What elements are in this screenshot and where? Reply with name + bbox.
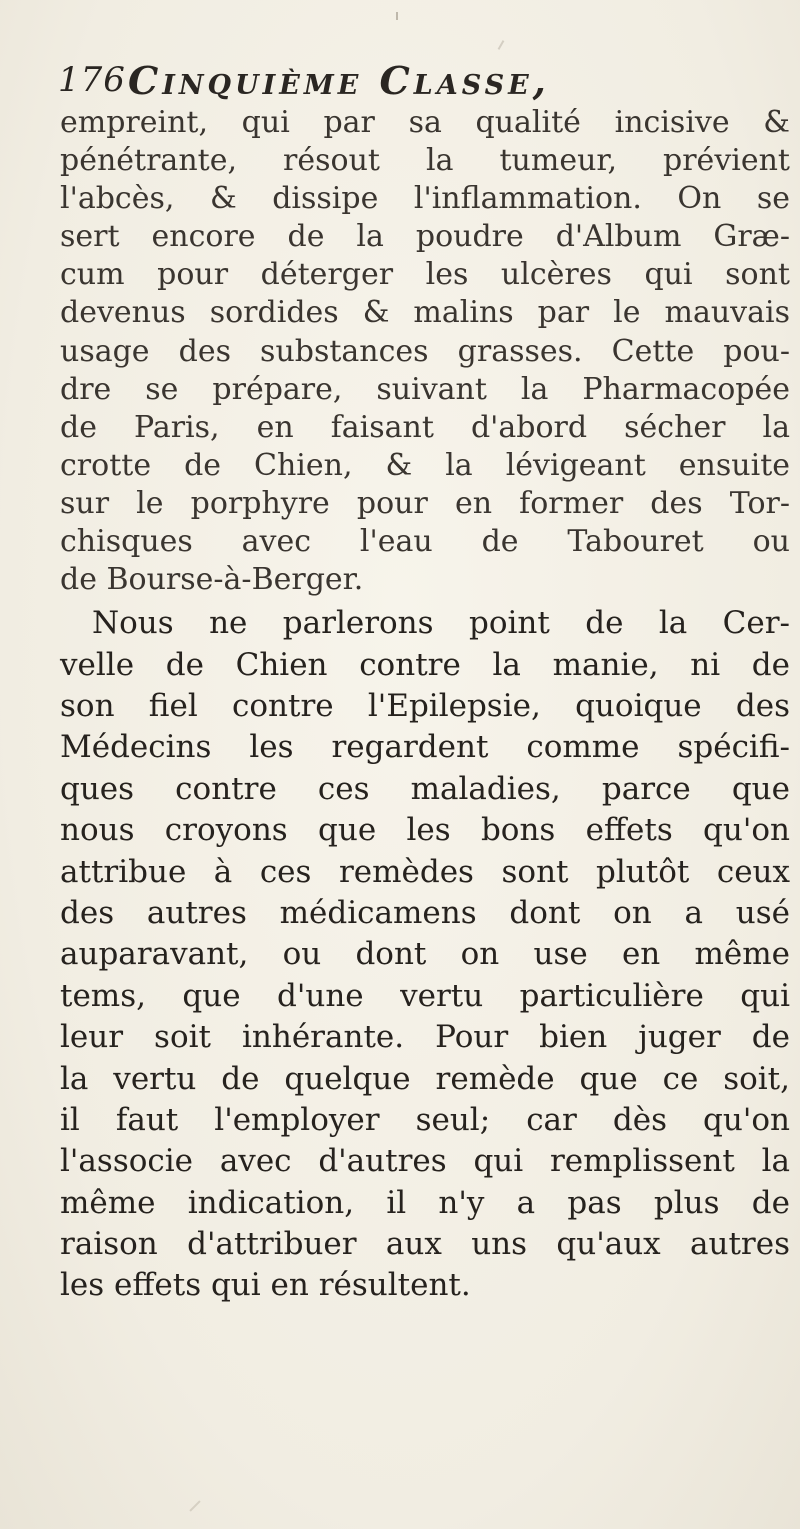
text-line: cum pour déterger les ulcères qui sont [60,257,790,293]
page-header [58,58,778,108]
text-line: devenus sordides & malins par le mauvais [60,295,790,331]
text-line: de Paris, en faisant d'abord sécher la [60,409,790,445]
text-line: leur soit inhérante. Pour bien juger de [60,1019,790,1056]
text-line: de Bourse-à-Berger. [60,562,364,598]
text-line: velle de Chien contre la manie, ni de [60,646,790,683]
text-line: ques contre ces maladies, parce que [60,770,790,807]
text-line: attribue à ces remèdes sont plutôt ceux [60,853,790,890]
text-line: sert encore de la poudre d'Album Græ- [60,219,790,255]
text-line: son fiel contre l'Epilepsie, quoique des [60,688,790,724]
text-line: même indication, il n'y a pas plus de [60,1184,790,1221]
text-line: des autres médicamens dont on a usé [60,894,790,931]
text-line: crotte de Chien, & la lévigeant ensuite [60,447,790,483]
text-line: nous croyons que les bons effets qu'on [60,812,790,849]
text-line: Nous ne parlerons point de la Cer- [92,605,790,642]
page-number: 176 [58,60,126,100]
text-line: dre se prépare, suivant la Pharmacopée [60,371,790,407]
text-line: Médecins les regardent comme spécifi- [60,729,790,766]
text-line: chisques avec l'eau de Tabouret ou [60,524,790,560]
text-line: usage des substances grasses. Cette pou- [60,333,790,369]
body-text [60,104,790,1307]
text-line: pénétrante, résout la tumeur, prévient [60,143,790,179]
paragraph [60,603,790,1307]
text-line: auparavant, ou dont on use en même [60,936,790,973]
text-line: sur le porphyre pour en former des Tor- [60,485,790,521]
text-line: la vertu de quelque remède que ce soit, [60,1060,790,1097]
text-line: tems, que d'une vertu particulière qui [60,977,790,1014]
running-head: Cinquième Classe, [128,58,550,103]
paragraph [60,104,790,599]
text-line: empreint, qui par sa qualité incisive & [60,105,790,140]
text-line: les effets qui en résultent. [60,1267,471,1304]
text-line: il faut l'employer seul; car dès qu'on [60,1101,790,1138]
text-line: l'associe avec d'autres qui remplissent la [60,1143,790,1180]
paper-speck [396,12,398,20]
paper-speck [498,40,505,50]
text-line: l'abcès, & dissipe l'inflammation. On se [60,181,790,217]
text-line: raison d'attribuer aux uns qu'aux autres [60,1226,790,1263]
paper-speck [189,1500,200,1511]
